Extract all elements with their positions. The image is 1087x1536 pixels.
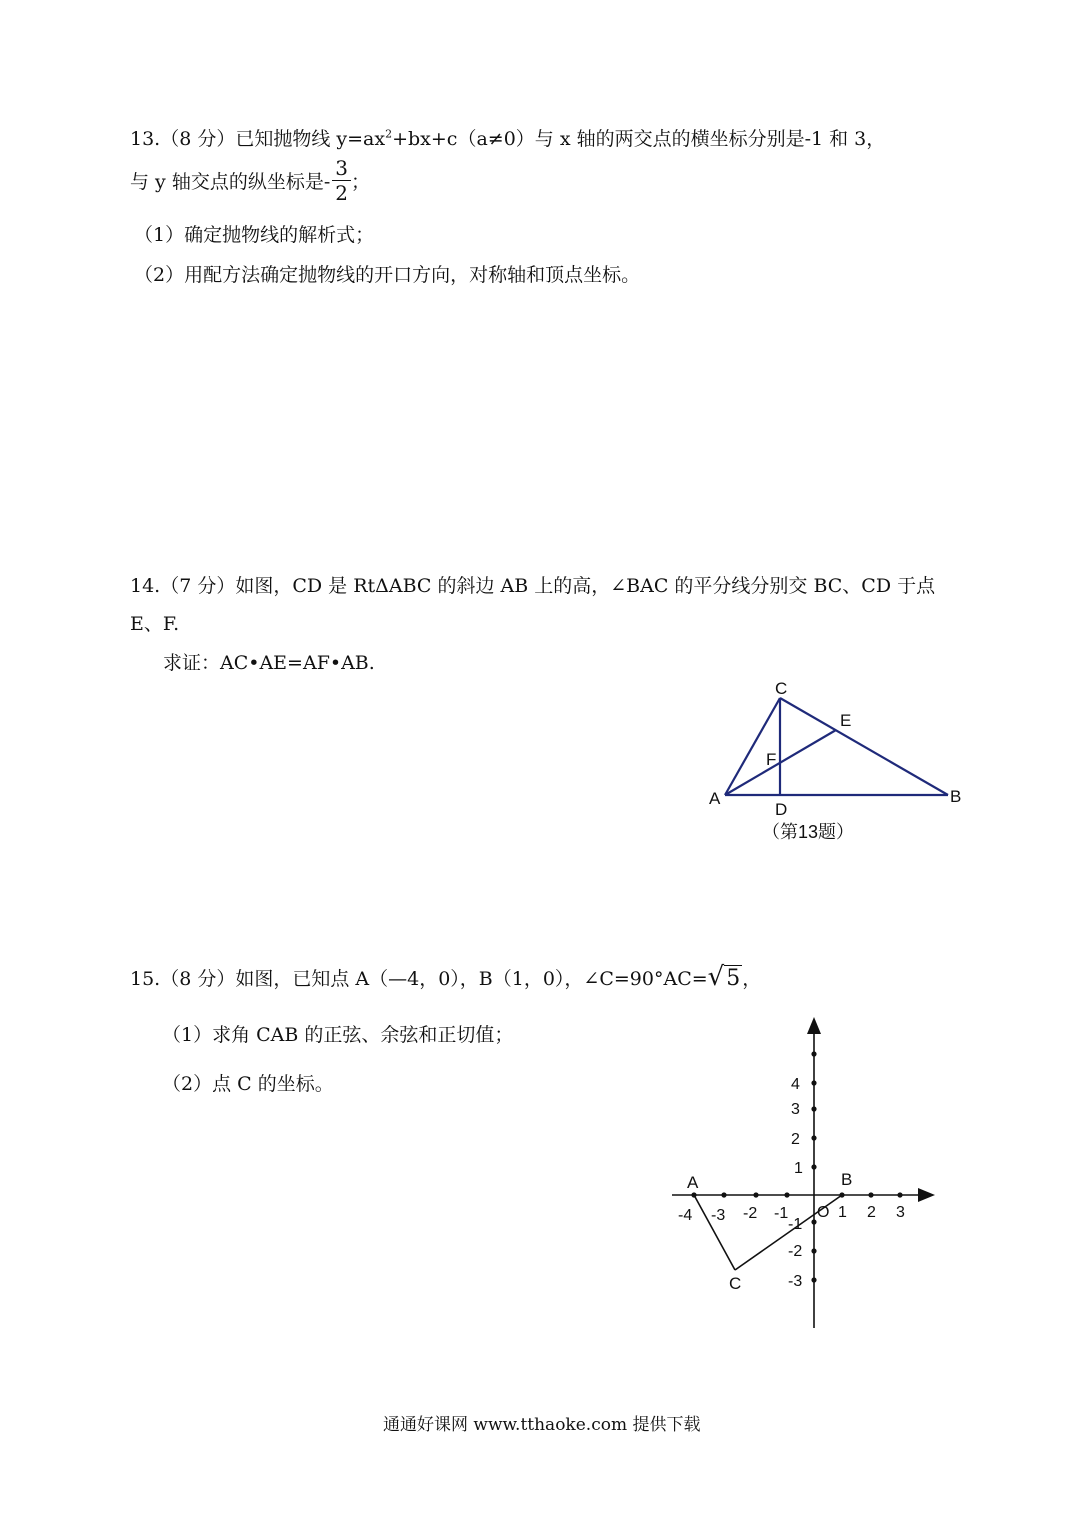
q13-fraction-denominator: 2 <box>335 181 348 205</box>
x-axis-arrow-icon <box>918 1188 935 1202</box>
page-footer: 通通好课网 www.tthaoke.com 提供下载 <box>383 1415 701 1435</box>
x-tick-dot <box>868 1192 873 1197</box>
q15-part2: （2）点 C 的坐标。 <box>162 1073 334 1095</box>
q15-line1-pre: 15.（8 分）如图，已知点 A（—4，0），B（1，0），∠C=90°AC= <box>130 968 708 990</box>
q13-line2-post: ； <box>350 171 370 193</box>
x-tick-dot <box>839 1192 844 1197</box>
point-label-a: A <box>687 1173 699 1192</box>
x-tick-dot <box>784 1192 789 1197</box>
segment-cb <box>780 698 948 795</box>
x-tick-label: -2 <box>743 1205 758 1222</box>
y-tick-dot <box>811 1248 816 1253</box>
y-tick-label: 4 <box>791 1076 800 1093</box>
q13-superscript: 2 <box>385 127 393 141</box>
q14-triangle-figure <box>700 670 980 850</box>
x-tick-label: 1 <box>838 1204 847 1221</box>
x-tick-label: 3 <box>896 1204 905 1221</box>
y-tick-dot <box>811 1135 816 1140</box>
label-e: E <box>840 711 852 730</box>
y-tick-label: 1 <box>794 1160 803 1177</box>
q15-line1-post: ， <box>742 968 762 990</box>
sqrt-expression <box>708 962 743 992</box>
q13-line1-pre: 13.（8 分）已知抛物线 y=ax <box>130 128 386 150</box>
y-tick-label: 2 <box>791 1131 800 1148</box>
y-tick-label: -1 <box>788 1216 803 1233</box>
q13-line1-post: +bx+c（a≠0）与 x 轴的两交点的横坐标分别是-1 和 3， <box>392 128 886 150</box>
x-tick-label: -1 <box>774 1205 789 1222</box>
y-tick-label: -3 <box>788 1273 803 1290</box>
q13-line2 <box>130 156 370 205</box>
label-c: C <box>775 679 788 698</box>
x-tick-dot <box>721 1192 726 1197</box>
q14-line2: E、F. <box>130 613 180 635</box>
point-label-c: C <box>729 1274 742 1293</box>
q15-line1 <box>130 962 761 992</box>
label-a: A <box>709 789 721 808</box>
y-axis-arrow-icon <box>807 1017 821 1034</box>
q13-fraction-numerator: 3 <box>332 156 351 181</box>
segment-ac <box>725 698 780 795</box>
x-tick-label: 2 <box>867 1204 876 1221</box>
figure-caption: （第13题） <box>762 822 855 842</box>
q13-line1 <box>130 124 885 151</box>
label-f: F <box>766 750 777 769</box>
q15-part1: （1）求角 CAB 的正弦、余弦和正切值； <box>162 1024 514 1046</box>
y-tick-dot <box>811 1080 816 1085</box>
x-tick-label: -4 <box>678 1207 693 1224</box>
q13-fraction <box>332 156 351 205</box>
sqrt-radicand: 5 <box>726 966 741 991</box>
label-b: B <box>950 787 962 806</box>
origin-label: O <box>817 1204 830 1221</box>
q13-part1: （1）确定抛物线的解析式； <box>134 224 375 246</box>
q15-coordinate-figure <box>660 1010 950 1335</box>
y-tick-dot <box>811 1277 816 1282</box>
label-d: D <box>775 800 788 819</box>
y-tick-dot <box>811 1164 816 1169</box>
x-tick-label: -3 <box>711 1207 726 1224</box>
q13-line2-pre: 与 y 轴交点的纵坐标是- <box>130 171 331 193</box>
point-label-b: B <box>841 1170 853 1189</box>
q14-line1: 14.（7 分）如图，CD 是 RtΔABC 的斜边 AB 上的高，∠BAC 的平分线分别交 BC、CD 于点 <box>130 575 936 597</box>
q14-proof: 求证：AC•AE=AF•AB. <box>163 652 375 674</box>
y-tick-dot <box>811 1106 816 1111</box>
q13-part2: （2）用配方法确定抛物线的开口方向，对称轴和顶点坐标。 <box>134 264 641 286</box>
radical-sign: √ <box>707 962 725 992</box>
x-tick-dot <box>691 1192 696 1197</box>
y-tick-label: 3 <box>791 1101 800 1118</box>
x-tick-dot <box>897 1192 902 1197</box>
y-tick-dot <box>811 1051 816 1056</box>
y-tick-label: -2 <box>788 1243 803 1260</box>
y-tick-dot <box>811 1219 816 1224</box>
x-tick-dot <box>753 1192 758 1197</box>
